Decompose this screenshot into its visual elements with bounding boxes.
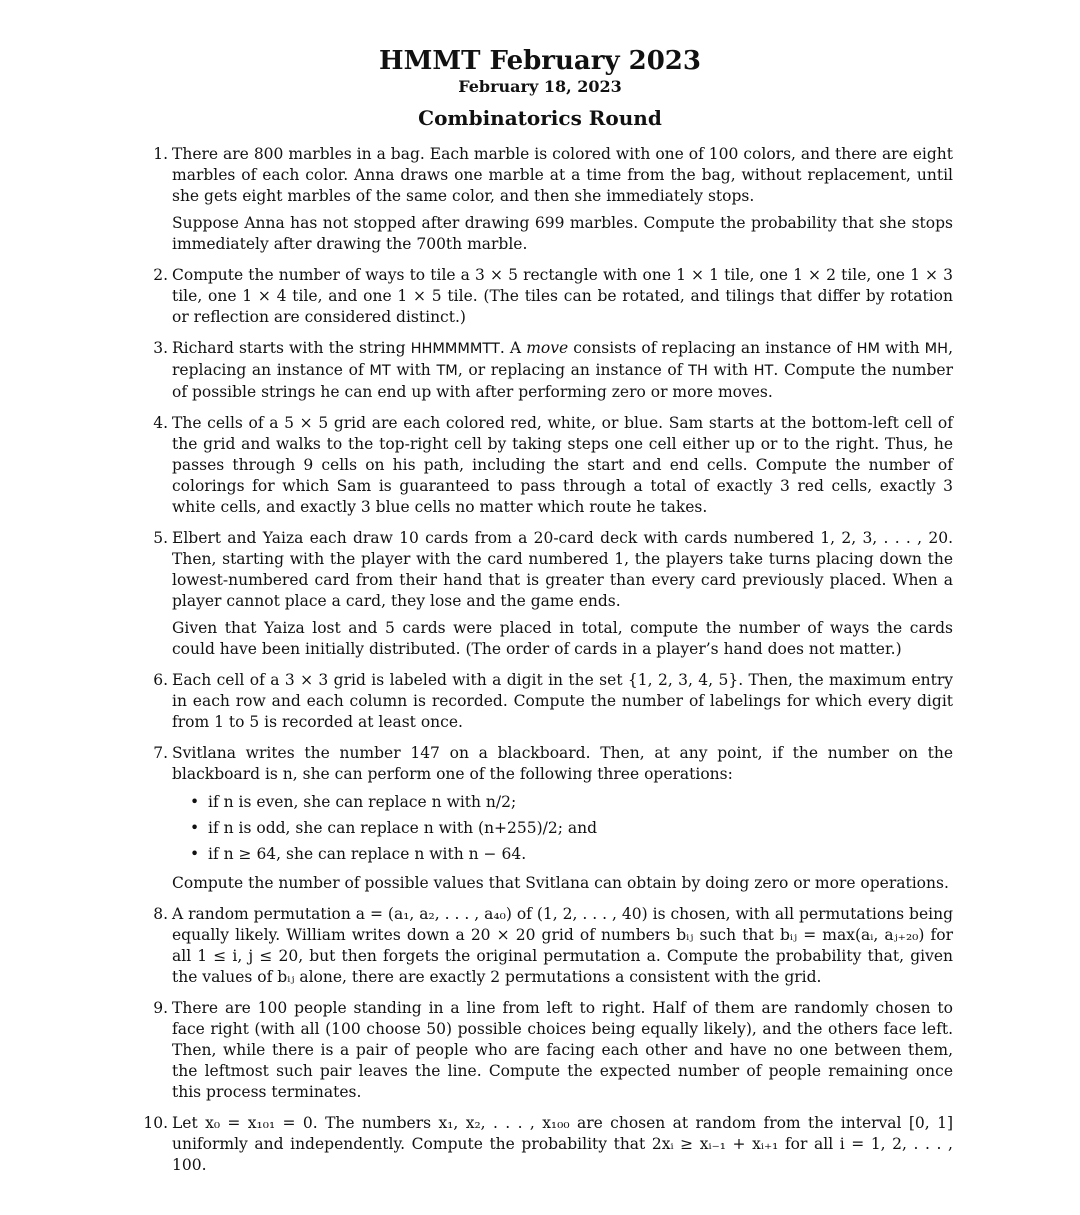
text-run: . Compute the number of possible strings he can end up with after performing zero or more moves. [172,361,953,401]
problem-text: Compute the number of possible values that Svitlana can obtain by doing zero or more operations. [172,874,949,892]
problem-text: Each cell of a 3 × 3 grid is labeled with a digit in the set {1, 2, 3, 4, 5}. Then, the maximum entry in each row and each column is recorded. Compute the number of labelings for which every digit from 1 to 5 is recorded at least once. [172,671,953,731]
problem-1 [153,144,953,255]
problem-number: 3. [153,339,168,357]
problem-text: There are 800 marbles in a bag. Each marble is colored with one of 100 colors, and there are eight marbles of each color. Anna draws one marble at a time from the bag, without replacement, until she gets eight marbles of the same color, and then she immediately stops. [172,145,953,205]
operation-text: if n is even, she can replace n with n/2; [208,793,517,811]
string-token: HHMMMMTT [410,341,500,357]
bullet-icon: • [190,845,200,863]
text-run: , replacing an instance of [172,339,953,379]
problem-text: Compute the number of ways to tile a 3 × 5 rectangle with one 1 × 1 tile, one 1 × 2 tile, one 1 × 3 tile, one 1 × 4 tile, and one 1 × 5 tile. (The tiles can be rotated, and tilings that differ by rotation or reflection are considered distinct.) [172,266,953,326]
problem-number: 7. [153,744,168,762]
problem-5 [153,528,953,660]
operation-list [172,789,953,867]
problem-text: Let x₀ = x₁₀₁ = 0. The numbers x₁, x₂, . . . , x₁₀₀ are chosen at random from the interval [0, 1] uniformly and independently. Compute the probability that 2xᵢ ≥ xᵢ₋₁ + xᵢ₊₁ for all i = 1, 2, . . . , 100. [172,1114,953,1174]
bullet-icon: • [190,793,200,811]
contest-title: HMMT February 2023 [379,46,701,76]
text-run: with [880,339,925,357]
round-title: Combinatorics Round [418,106,662,130]
operation-text: if n ≥ 64, she can replace n with n − 64. [208,845,527,863]
text-run: . A [499,339,527,357]
operation-item [190,789,953,815]
problem-4 [153,413,953,518]
contest-date: February 18, 2023 [458,77,622,96]
string-token: HM [856,341,881,357]
problem-text: Given that Yaiza lost and 5 cards were placed in total, compute the number of ways the cards could have been initially distributed. (The order of cards in a player’s hand does not matter.) [172,619,953,658]
problem-text: There are 100 people standing in a line from left to right. Half of them are randomly chosen to face right (with all (100 choose 50) possible choices being equally likely), and the others face left. Then, while there is a pair of people who are facing each other and have no one between them, the leftmost such pair leaves the line. Compute the expected number of people remaining once this process terminates. [172,999,953,1101]
text-run: consists of replacing an instance of [568,339,857,357]
header [0,0,1080,132]
problem-9 [153,998,953,1103]
string-token: MH [924,341,949,357]
text-run: , or replacing an instance of [457,361,689,379]
problem-10 [143,1113,953,1176]
bullet-icon: • [190,819,200,837]
text-run: with [390,361,437,379]
problem-number: 4. [153,414,168,432]
operation-item [190,815,953,841]
problem-7 [153,743,953,894]
problem-text [172,338,953,403]
problem-text: The cells of a 5 × 5 grid are each colored red, white, or blue. Sam starts at the bottom-left cell of the grid and walks to the top-right cell by taking steps one cell either up or to the right. Thus, he passes through 9 cells on his path, including the start and end cells. Compute the number of colorings for which Sam is guaranteed to pass through a total of exactly 3 red cells, exactly 3 white cells, and exactly 3 blue cells no matter which route he takes. [172,414,953,516]
problem-text: Svitlana writes the number 147 on a blackboard. Then, at any point, if the number on the blackboard is n, she can perform one of the following three operations: [172,744,953,783]
problem-number: 1. [153,145,168,163]
problem-number: 10. [143,1114,168,1132]
string-token: TM [436,363,458,379]
string-token: TH [688,363,708,379]
term-move: move [526,339,569,357]
text-run: Richard starts with the string [172,339,411,357]
string-token: HT [753,363,774,379]
problem-8 [153,904,953,988]
problem-number: 9. [153,999,168,1017]
problem-text: A random permutation a = (a₁, a₂, . . . , a₄₀) of (1, 2, . . . , 40) is chosen, with all permutations being equally likely. William writes down a 20 × 20 grid of numbers bᵢⱼ such that bᵢⱼ = max(aᵢ, aⱼ₊₂₀) for all 1 ≤ i, j ≤ 20, but then forgets the original permutation a. Compute the probability that, given the values of bᵢⱼ alone, there are exactly 2 permutations a consistent with the grid. [172,905,953,986]
problem-list [0,144,1080,1176]
problem-number: 8. [153,905,168,923]
text-run: with [707,361,754,379]
problem-6 [153,670,953,733]
string-token: MT [369,363,391,379]
operation-text: if n is odd, she can replace n with (n+255)/2; and [208,819,598,837]
problem-number: 5. [153,529,168,547]
problem-3 [153,338,953,403]
operation-item [190,841,953,867]
problem-text: Elbert and Yaiza each draw 10 cards from a 20-card deck with cards numbered 1, 2, 3, . . . , 20. Then, starting with the player with the card numbered 1, the players take turns placing down the lowest-numbered card from their hand that is greater than every card previously placed. When a player cannot place a card, they lose and the game ends. [172,529,953,610]
problem-text: Suppose Anna has not stopped after drawing 699 marbles. Compute the probability that she stops immediately after drawing the 700th marble. [172,214,953,253]
problem-number: 6. [153,671,168,689]
problem-2 [153,265,953,328]
problem-number: 2. [153,266,168,284]
